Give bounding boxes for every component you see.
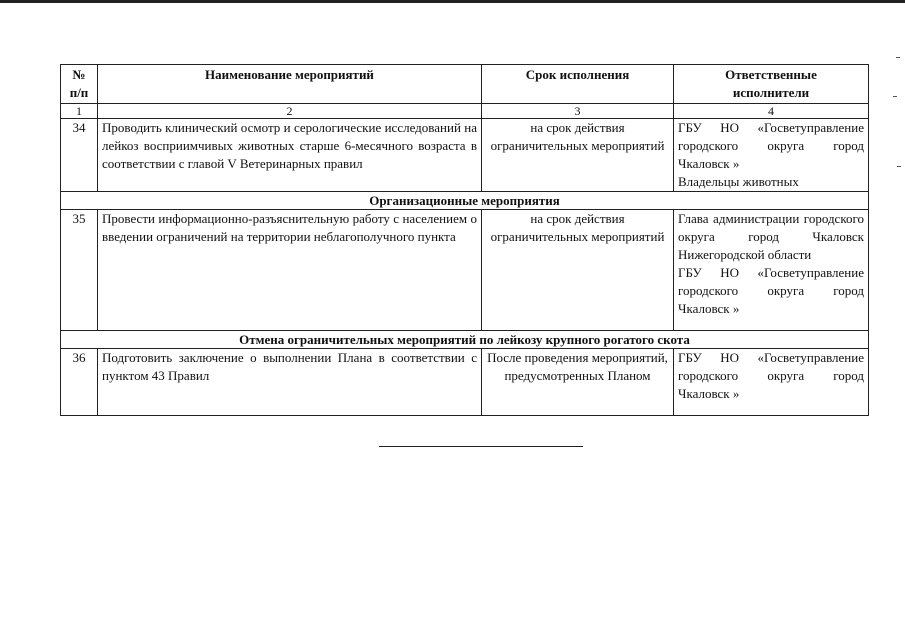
row-deadline: После проведения мероприятий, предусмотренных Планом [482,349,674,416]
responsible-entry: Владельцы животных [678,174,799,189]
row-name: Провести информационно-разъяснительную работу с населением о введении ограничений на территории неблагополучного пункта [98,210,482,331]
top-scan-border [0,0,905,3]
row-responsible [674,349,869,416]
column-number: 2 [98,104,482,119]
table-header-row [61,65,869,104]
row-responsible [674,210,869,331]
measures-table [60,64,869,416]
section-row-organizational [61,192,869,210]
header-name: Наименование мероприятий [98,65,482,104]
scan-margin-mark [896,57,900,58]
table-row [61,349,869,416]
table-row [61,119,869,192]
column-number: 4 [674,104,869,119]
row-num: 34 [61,119,98,192]
row-deadline: на срок действия ограничительных мероприятий [482,119,674,192]
responsible-entry: ГБУ НО «Госветуправление городского округа город Чкаловск » [678,120,864,171]
row-deadline: на срок действия ограничительных мероприятий [482,210,674,331]
responsible-entry: ГБУ НО «Госветуправление городского округа город Чкаловск » [678,265,864,316]
scan-margin-mark [897,166,901,167]
header-num: № п/п [61,65,98,104]
responsible-entry: ГБУ НО «Госветуправление городского округа город Чкаловск » [678,350,864,401]
closing-separator-line [379,446,583,447]
row-num: 36 [61,349,98,416]
row-responsible [674,119,869,192]
column-number: 3 [482,104,674,119]
row-name: Проводить клинический осмотр и серологические исследований на лейкоз восприимчивых животных старше 6-месячного возраста в соответствии с главой V Ветеринарных правил [98,119,482,192]
row-name: Подготовить заключение о выполнении Плана в соответствии с пунктом 43 Правил [98,349,482,416]
header-deadline: Срок исполнения [482,65,674,104]
table-row [61,210,869,331]
section-title: Отмена ограничительных мероприятий по лейкозу крупного рогатого скота [61,331,869,349]
column-number: 1 [61,104,98,119]
header-responsible: Ответственные исполнители [674,65,869,104]
row-num: 35 [61,210,98,331]
responsible-entry: Глава администрации городского округа город Чкаловск Нижегородской области [678,211,864,262]
section-title: Организационные мероприятия [61,192,869,210]
column-number-row [61,104,869,119]
section-row-cancellation [61,331,869,349]
scan-margin-mark [893,96,897,97]
